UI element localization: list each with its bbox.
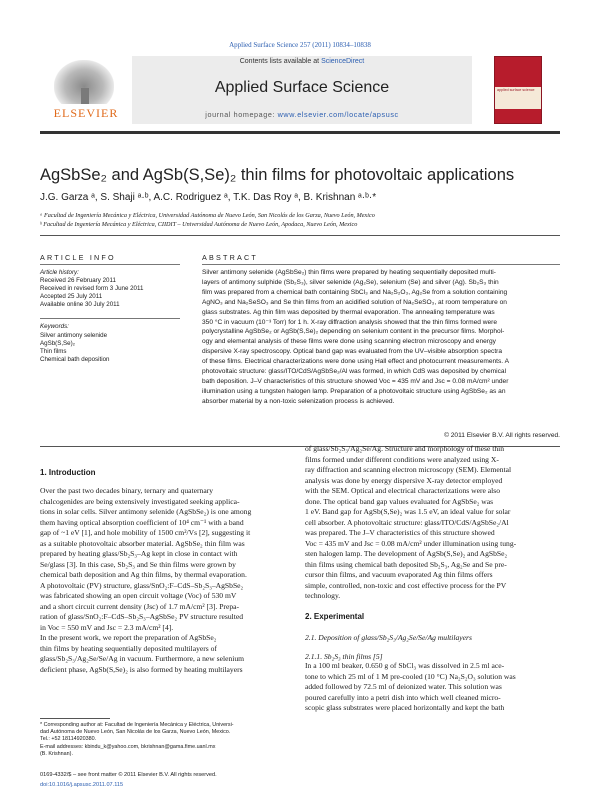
body-line: simple, controlled, non-toxic and cost effective process for the PV: [305, 580, 507, 590]
sciencedirect-link[interactable]: ScienceDirect: [321, 58, 365, 65]
footnote-line: (B. Krishnan).: [40, 751, 73, 757]
history-label: Article history:: [40, 269, 79, 276]
abstract-line: AgNO₃ and Na₂SeSO₃ and Se thin films from an acidified solution of Na₂SeSO₃, at room temperature on: [202, 298, 507, 306]
experimental-heading: 2. Experimental: [305, 612, 365, 621]
abstract-line: polycrystalline AgSbSe₂ or AgSb(S,Se)₂ depending on selenium content in the precursor films. Morphol-: [202, 328, 505, 336]
cover-image: [494, 56, 542, 124]
keywords-label: Keywords:: [40, 323, 69, 330]
body-line: Voc = 435 mV and Jsc = 0.08 mA/cm² under illumination using tung-: [305, 538, 517, 548]
subsection-2-1-1-heading: 2.1.1. Sb₂S₃ thin films [5]: [305, 652, 383, 661]
footnote-line: dad Autónoma de Nuevo León, San Nicolás de los Garza, Nuevo León, Mexico.: [40, 729, 231, 735]
body-line: In the present work, we report the preparation of AgSbSe₂: [40, 633, 217, 642]
body-line: cell absorber. A photovoltaic structure: glass/ITO/CdS/AgSbSe₂/Al: [305, 517, 509, 527]
author-list: J.G. Garza ᵃ, S. Shaji ᵃ·ᵇ, A.C. Rodriguez ᵃ, T.K. Das Roy ᵃ, B. Krishnan ᵃ·ᵇ·*: [40, 192, 377, 203]
footnote-line: Tel.: +52 18114920380.: [40, 736, 97, 742]
introduction-body: [40, 486, 295, 675]
abstract-line: bath deposition. J–V characteristics of this structure showed Voc = 435 mV and Jsc = 0.08 mA/cm² under: [202, 377, 509, 385]
body-line: Se/glass [3]. In this case, Sb₂S₃ and Se thin films were grown by: [40, 559, 236, 569]
homepage-prefix: journal homepage:: [205, 110, 278, 119]
abstract-line: film was prepared from a chemical bath containing SbCl₃ and Na₂S₂O₃, Ag₂Se from a solution containing: [202, 288, 508, 296]
body-line: prepared by heating glass/Sb₂S₃–Ag kept in close in contact with: [40, 549, 238, 558]
keyword: Silver antimony selenide: [40, 332, 108, 339]
keyword: Chemical bath deposition: [40, 356, 110, 363]
abstract-line: 350 °C in vacuum (10⁻³ Torr) for 1 h. X-ray diffraction analysis showed that the thin films formed were: [202, 318, 498, 326]
body-line: cursor thin films, and vacuum evaporated Ag thin films offers: [305, 570, 493, 579]
affiliation-b: ᵇ Facultad de Ingeniería Mecánica y Eléctrica, CIIDIT – Universidad Autónoma de Nuevo León, Apodaca, Nuevo León, Mexico: [40, 221, 358, 228]
body-line: gap of ~1 eV [1], and hole mobility of 1500 cm²/Vs [2], suggesting it: [40, 528, 251, 537]
keyword: Thin films: [40, 348, 67, 355]
body-line: films formed under different conditions were analyzed using X-: [305, 454, 499, 464]
body-line: and a short circuit current density (Jsc) of 1.7 mA/cm² [3]. Prepa-: [40, 601, 240, 611]
body-line: thin films using chemical bath deposited Sb₂S₃, Ag₂Se and Se pre-: [305, 559, 507, 569]
body-line: In a 100 ml beaker, 0.650 g of SbCl₃ was dissolved in 2.5 ml ace-: [305, 661, 505, 670]
footnote-line: * Corresponding author at: Facultad de Ingeniería Mecánica y Eléctrica, Universi-: [40, 722, 234, 728]
abstract-line: glass substrates. Ag thin film was deposited by thermal evaporation. The annealing temperature was: [202, 308, 495, 316]
body-line: chemical bath deposition and Ag thin films, by thermal evaporation.: [40, 570, 247, 579]
contents-prefix: Contents lists available at: [239, 58, 322, 65]
abstract-line: ogy and elemental analysis of these films were done using scanning electron microscopy and energy: [202, 338, 496, 346]
footnote-divider: [40, 718, 110, 719]
copyright: © 2011 Elsevier B.V. All rights reserved.: [444, 432, 560, 439]
journal-cover: [478, 56, 558, 124]
abstract-body: [202, 268, 560, 407]
history-online: Available online 30 July 2011: [40, 301, 120, 308]
body-line: done. The optical band gap values evaluated for AgSbSe₂ was: [305, 496, 494, 506]
abstract-line: layers of antimony sulphide (Sb₂S₃), silver selenide (Ag₂Se), selenium (Se) and silver (Ag). Sb₂S₃ thin: [202, 278, 499, 286]
body-line: poured carefully into a petri dish into which well cleaned micro-: [305, 692, 501, 702]
masthead-divider: [40, 131, 560, 134]
doi-link[interactable]: doi:10.1016/j.apsusc.2011.07.115: [40, 782, 124, 788]
experimental-body: [305, 661, 560, 714]
body-line: added followed by 72.5 ml of deionized water. This solution was: [305, 682, 502, 691]
body-line: ration of glass/SnO₂:F–CdS–Sb₂S₃–AgSbSe₂ PV structure resulted: [40, 612, 244, 621]
body-line: scopic glass substrates were placed horizontally and kept the bath: [305, 703, 505, 712]
affiliation-divider: [40, 235, 560, 236]
column-two-body: [305, 444, 560, 602]
cover-text: applied surface science: [497, 88, 535, 92]
abstract-line: Silver antimony selenide (AgSbSe₂) thin films were prepared by heating sequentially deposited multi-: [202, 269, 496, 276]
body-line: as a suitable photovoltaic absorber material. AgSbSe₂ thin film was: [40, 538, 245, 548]
body-line: was prepared. The J–V characteristics of this structure showed: [305, 528, 495, 537]
keyword: AgSb(S,Se)₂: [40, 340, 76, 347]
elsevier-tree-trunk: [81, 88, 89, 104]
abstract-line: illumination using a tungsten halogen lamp. Preparation of a photovoltaic structure using AgSbSe₂ as an: [202, 387, 506, 395]
affiliation-a: ᵃ Facultad de Ingeniería Mecánica y Eléctrica, Universidad Autónoma de Nuevo León, San Nicolás de los Garza, Nuevo León, Mexico: [40, 212, 375, 219]
keywords-divider: [40, 318, 180, 319]
article-info-heading: ARTICLE INFO: [40, 253, 116, 262]
journal-reference[interactable]: Applied Surface Science 257 (2011) 10834–10838: [229, 41, 371, 49]
body-line: with the SEM. Optical and electrical characterizations were also: [305, 486, 501, 495]
abstract-line: photovoltaic structure: glass/ITO/CdS/AgSbSe₂/Al was formed, in which CdS was deposited by chemical: [202, 368, 507, 376]
abstract-line: dispersive X-ray spectroscopy. Optical band gap was evaluated from the UV–visible absorption spectra: [202, 348, 503, 356]
introduction-heading: 1. Introduction: [40, 468, 96, 477]
subsection-2-1-heading: 2.1. Deposition of glass/Sb₂S₃/Ag₂Se/Se/Ag multilayers: [305, 633, 472, 642]
body-line: sten halogen lamp. The development of AgSb(S,Se)₂ and AgSbSe₂: [305, 549, 508, 558]
body-line: ray diffraction and scanning electron microscopy (SEM). Elemental: [305, 465, 512, 474]
history-accepted: Accepted 25 July 2011: [40, 293, 103, 300]
email-line[interactable]: E-mail addresses: kbindu_k@yahoo.com, bkrishnan@gama.fime.uanl.mx: [40, 744, 216, 750]
body-line: of glass/Sb₂S₃/Ag₂Se/Ag. Structure and morphology of these thin: [305, 444, 505, 453]
body-line: was fabricated showing an open circuit voltage (Voc) of 530 mV: [40, 591, 237, 600]
body-line: technology.: [305, 591, 341, 600]
contents-line: [132, 58, 472, 65]
article-title: AgSbSe₂ and AgSb(S,Se)₂ thin films for photovoltaic applications: [40, 166, 515, 184]
body-line: 1 eV. Band gap for AgSb(S,Se)₂ was 1.5 eV, an ideal value for solar: [305, 507, 511, 516]
abstract-line: of these films. Electrical characterizations were done using Hall effect and photocurrent measurements. A: [202, 358, 510, 366]
abstract-heading: ABSTRACT: [202, 253, 258, 262]
homepage-link[interactable]: www.elsevier.com/locate/apsusc: [277, 110, 399, 119]
body-line: chalcogenides are being extensively investigated seeking applica-: [40, 496, 240, 506]
body-line: tone to which 25 ml of 1 M pre-cooled (10 °C) Na₂S₂O₃ solution was: [305, 671, 516, 681]
body-line: in Voc = 550 mV and Jsc = 2.3 mA/cm² [4].: [40, 622, 174, 632]
abstract-line: absorber material by a non-toxic selenization process is achieved.: [202, 397, 395, 405]
publisher-logo-text: ELSEVIER: [53, 106, 119, 120]
body-line: deficient phase, AgSb(S,Se)₂ is also formed by heating multilayers: [40, 664, 243, 674]
body-line: tions in solar cells. Silver antimony selenide (AgSbSe₂) is one among: [40, 507, 252, 516]
body-line: A photovoltaic (PV) structure, glass/SnO₂:F–CdS–Sb₂S₃–AgSbSe₂: [40, 580, 244, 590]
body-line: them having optical absorption coefficient of 10⁴ cm⁻¹ with a band: [40, 517, 244, 527]
elsevier-logo: [40, 58, 132, 124]
body-line: Over the past two decades binary, ternary and quaternary: [40, 486, 214, 495]
homepage-line: [132, 110, 472, 119]
issn-line: 0169-4332/$ – see front matter © 2011 Elsevier B.V. All rights reserved.: [40, 772, 217, 778]
body-line: thin films by heating sequentially deposited multilayers of: [40, 643, 217, 653]
history-revised: Received in revised form 3 June 2011: [40, 285, 144, 292]
abstract-divider: [202, 264, 560, 265]
journal-title: Applied Surface Science: [214, 79, 390, 96]
body-line: glass/Sb₂S₃/Ag₂Se/Se/Ag in vacuum. Furthermore, a new selenium: [40, 654, 245, 663]
body-line: analysis was done by energy dispersive X-ray detector employed: [305, 475, 503, 485]
history-received: Received 26 February 2011: [40, 277, 116, 284]
article-info-divider: [40, 264, 180, 265]
